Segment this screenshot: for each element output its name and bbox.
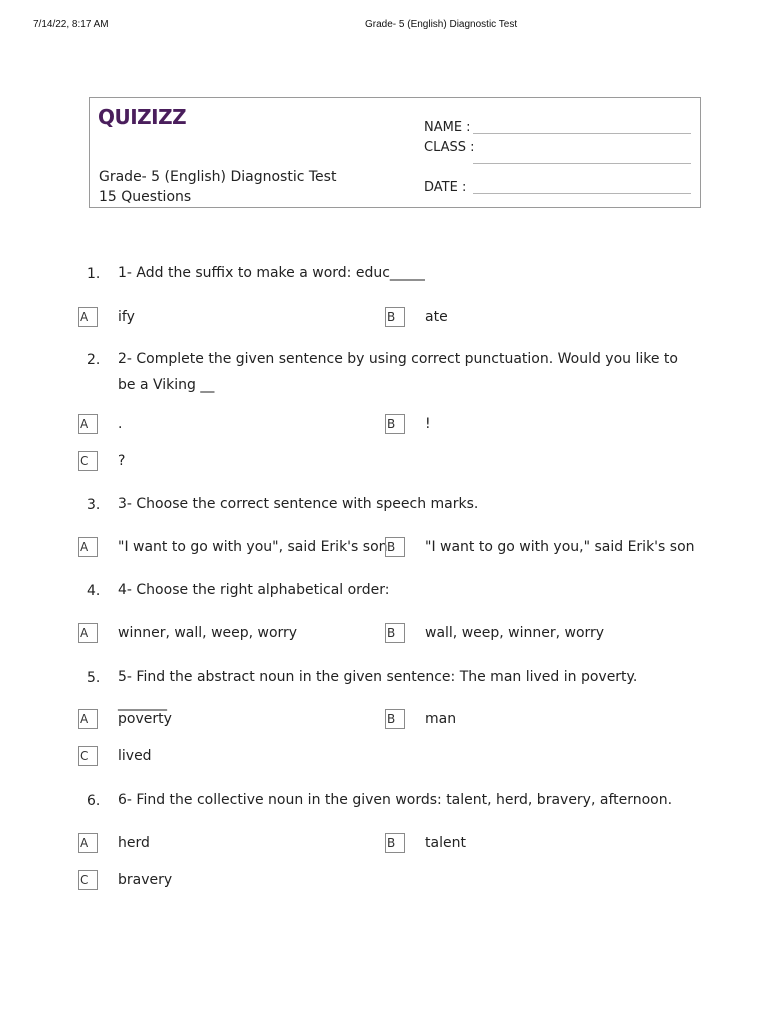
date-label: DATE : — [424, 180, 467, 195]
question-text: 1- Add the suffix to make a word: educ_____ — [118, 265, 425, 281]
option-letter-box: A — [78, 709, 98, 729]
print-title: Grade- 5 (English) Diagnostic Test — [365, 19, 518, 30]
option-text: talent — [425, 835, 466, 851]
option-letter-box: B — [385, 414, 405, 434]
option-text: "I want to go with you", said Erik's son — [118, 539, 388, 555]
class-label: CLASS : — [424, 140, 475, 155]
question-text: 3- Choose the correct sentence with speech marks. — [118, 496, 479, 512]
option-text: ify — [118, 309, 135, 325]
class-field[interactable] — [473, 163, 691, 164]
option-text: ! — [425, 416, 431, 432]
question-text: 5- Find the abstract noun in the given sentence: The man lived in poverty. _______ — [118, 669, 638, 711]
quizizz-logo — [98, 105, 187, 133]
question-number: 2. — [87, 352, 101, 368]
option-letter-box: A — [78, 833, 98, 853]
question-count: 15 Questions — [99, 189, 192, 205]
option-text: lived — [118, 748, 152, 764]
option-letter-box: C — [78, 451, 98, 471]
question-number: 6. — [87, 793, 101, 809]
test-title: Grade- 5 (English) Diagnostic Test — [99, 169, 337, 185]
question-text: 4- Choose the right alphabetical order: — [118, 582, 390, 598]
option-letter-box: B — [385, 709, 405, 729]
print-header — [0, 19, 768, 33]
option-text: man — [425, 711, 457, 727]
option-text: ? — [118, 453, 126, 469]
question-number: 5. — [87, 670, 101, 686]
question-number: 4. — [87, 583, 101, 599]
option-text: wall, weep, winner, worry — [425, 625, 605, 641]
svg-text:QUIZIZZ: QUIZIZZ — [98, 105, 187, 129]
option-text: . — [118, 416, 123, 432]
option-letter-box: B — [385, 537, 405, 557]
question-text: 6- Find the collective noun in the given words: talent, herd, bravery, afternoon. — [118, 792, 673, 808]
quizizz-logo-mark — [98, 105, 187, 129]
option-letter-box: B — [385, 623, 405, 643]
option-text: ate — [425, 309, 448, 325]
option-letter-box: A — [78, 307, 98, 327]
option-letter-box: B — [385, 833, 405, 853]
question-text: 2- Complete the given sentence by using correct punctuation. Would you like to be a Viking __ — [118, 351, 678, 393]
option-text: poverty — [118, 711, 172, 727]
option-text: bravery — [118, 872, 173, 888]
option-letter-box: A — [78, 414, 98, 434]
option-letter-box: A — [78, 537, 98, 557]
option-text: "I want to go with you," said Erik's son — [425, 539, 695, 555]
question-number: 3. — [87, 497, 101, 513]
name-field[interactable] — [473, 133, 691, 134]
name-label: NAME : — [424, 120, 471, 135]
option-letter-box: C — [78, 870, 98, 890]
test-header-card — [89, 97, 701, 208]
option-letter-box: A — [78, 623, 98, 643]
option-letter-box: B — [385, 307, 405, 327]
print-datetime: 7/14/22, 8:17 AM — [33, 19, 109, 30]
question-number: 1. — [87, 266, 101, 282]
option-letter-box: C — [78, 746, 98, 766]
option-text: winner, wall, weep, worry — [118, 625, 298, 641]
date-field[interactable] — [473, 193, 691, 194]
option-text: herd — [118, 835, 150, 851]
